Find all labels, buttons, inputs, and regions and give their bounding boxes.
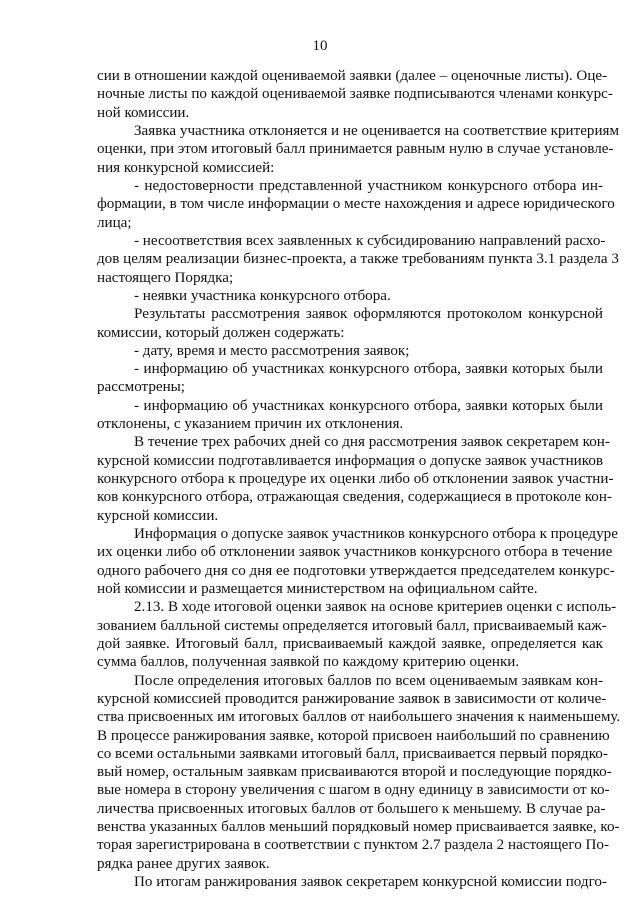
text-line: вые номера в сторону увеличения с шагом в одну единицу в зависимости от ко- — [97, 782, 610, 799]
text-line: лица; — [97, 214, 132, 231]
text-line: - информацию об участниках конкурсного отбора, заявки которых были — [134, 361, 603, 378]
text-line: со всеми остальными заявками итоговый балл, присваивается первый порядко- — [97, 745, 608, 762]
text-line: оценки, при этом итоговый балл принимается равным нулю в случае установле- — [97, 141, 614, 158]
text-line: венства указанных баллов меньший порядковый номер присваивается заявке, ко- — [97, 819, 620, 835]
text-line: 2.13. В ходе итоговой оценки заявок на основе критериев оценки с исполь- — [134, 599, 617, 616]
text-line: их оценки либо об отклонении заявок участников конкурсного отбора в течение — [97, 544, 613, 561]
text-line: По итогам ранжирования заявок секретарем конкурсной комиссии подго- — [134, 874, 607, 890]
text-line: - неявки участника конкурсного отбора. — [134, 287, 391, 304]
text-line: курсной комиссии. — [97, 507, 219, 524]
text-line: курсной комиссии подготавливается информация о допуске заявок участников — [97, 452, 603, 469]
text-line: зованием балльной системы определяется итоговый балл, присваиваемый каж- — [97, 617, 607, 634]
text-line: рассмотрены; — [97, 379, 185, 396]
text-line: После определения итоговых баллов по всем оцениваемым заявкам кон- — [134, 672, 603, 689]
text-line: - информацию об участниках конкурсного отбора, заявки которых были — [134, 397, 603, 414]
text-line: Результаты рассмотрения заявок оформляются протоколом конкурсной — [134, 306, 603, 323]
text-line: - несоответствия всех заявленных к субсидированию направлений расхо- — [134, 232, 606, 249]
text-line: конкурсного отбора к процедуре их оценки либо об отклонении заявок участни- — [97, 471, 614, 487]
text-line: Информация о допуске заявок участников конкурсного отбора к процедуре — [134, 526, 618, 542]
text-line: торая зарегистрирована в соответствии с пунктом 2.7 раздела 2 настоящего По- — [97, 837, 609, 854]
text-line: Заявка участника отклоняется и не оценивается на соответствие критериям — [134, 123, 620, 139]
text-line: дой заявке. Итоговый балл, присваиваемый каждой заявке, определяется как — [97, 635, 603, 652]
page-number: 10 — [312, 38, 328, 54]
text-line: - дату, время и место рассмотрения заявок; — [134, 342, 410, 359]
text-line: ков конкурсного отбора, отражающая сведения, содержащиеся в протоколе кон- — [97, 489, 612, 506]
text-line: В процессе ранжирования заявке, которой присвоен наибольший по сравнению — [97, 727, 610, 744]
text-line: ния конкурсной комиссией: — [97, 159, 275, 176]
text-line: ночные листы по каждой оцениваемой заявке подписываются членами конкурс- — [97, 86, 613, 103]
text-line: сумма баллов, полученная заявкой по каждому критерию оценки. — [97, 654, 520, 671]
text-line: ной комиссии и размещается министерством на официальном сайте. — [97, 580, 538, 597]
text-line: ства присвоенных им итоговых баллов от наибольшего значения к наименьшему. — [97, 709, 621, 726]
text-line: одного рабочего дня со дня ее подготовки утверждается председателем конкурс- — [97, 562, 615, 579]
text-line: личества присвоенных итоговых баллов от большего к меньшему. В случае ра- — [97, 800, 606, 817]
text-line: формации, в том числе информации о месте нахождения и адресе юридического — [97, 196, 615, 213]
text-line: В течение трех рабочих дней со дня рассмотрения заявок секретарем кон- — [134, 434, 610, 451]
text-line: курсной комиссией проводится ранжирование заявок в зависимости от количе- — [97, 690, 607, 707]
text-line: отклонены, с указанием причин их отклонения. — [97, 416, 404, 432]
text-line: ной комиссии. — [97, 104, 190, 121]
text-line: - недостоверности представленной участником конкурсного отбора ин- — [134, 177, 603, 194]
text-line: рядка ранее других заявок. — [97, 855, 270, 872]
text-line: настоящего Порядка; — [97, 269, 234, 286]
text-line: комиссии, который должен содержать: — [97, 324, 345, 341]
text-line: вый номер, остальным заявкам присваиваются второй и последующие порядко- — [97, 764, 612, 781]
text-line: дов целям реализации бизнес-проекта, а также требованиям пункта 3.1 раздела 3 — [97, 251, 619, 268]
text-line: сии в отношении каждой оцениваемой заявки (далее – оценочные листы). Оце- — [97, 68, 608, 84]
